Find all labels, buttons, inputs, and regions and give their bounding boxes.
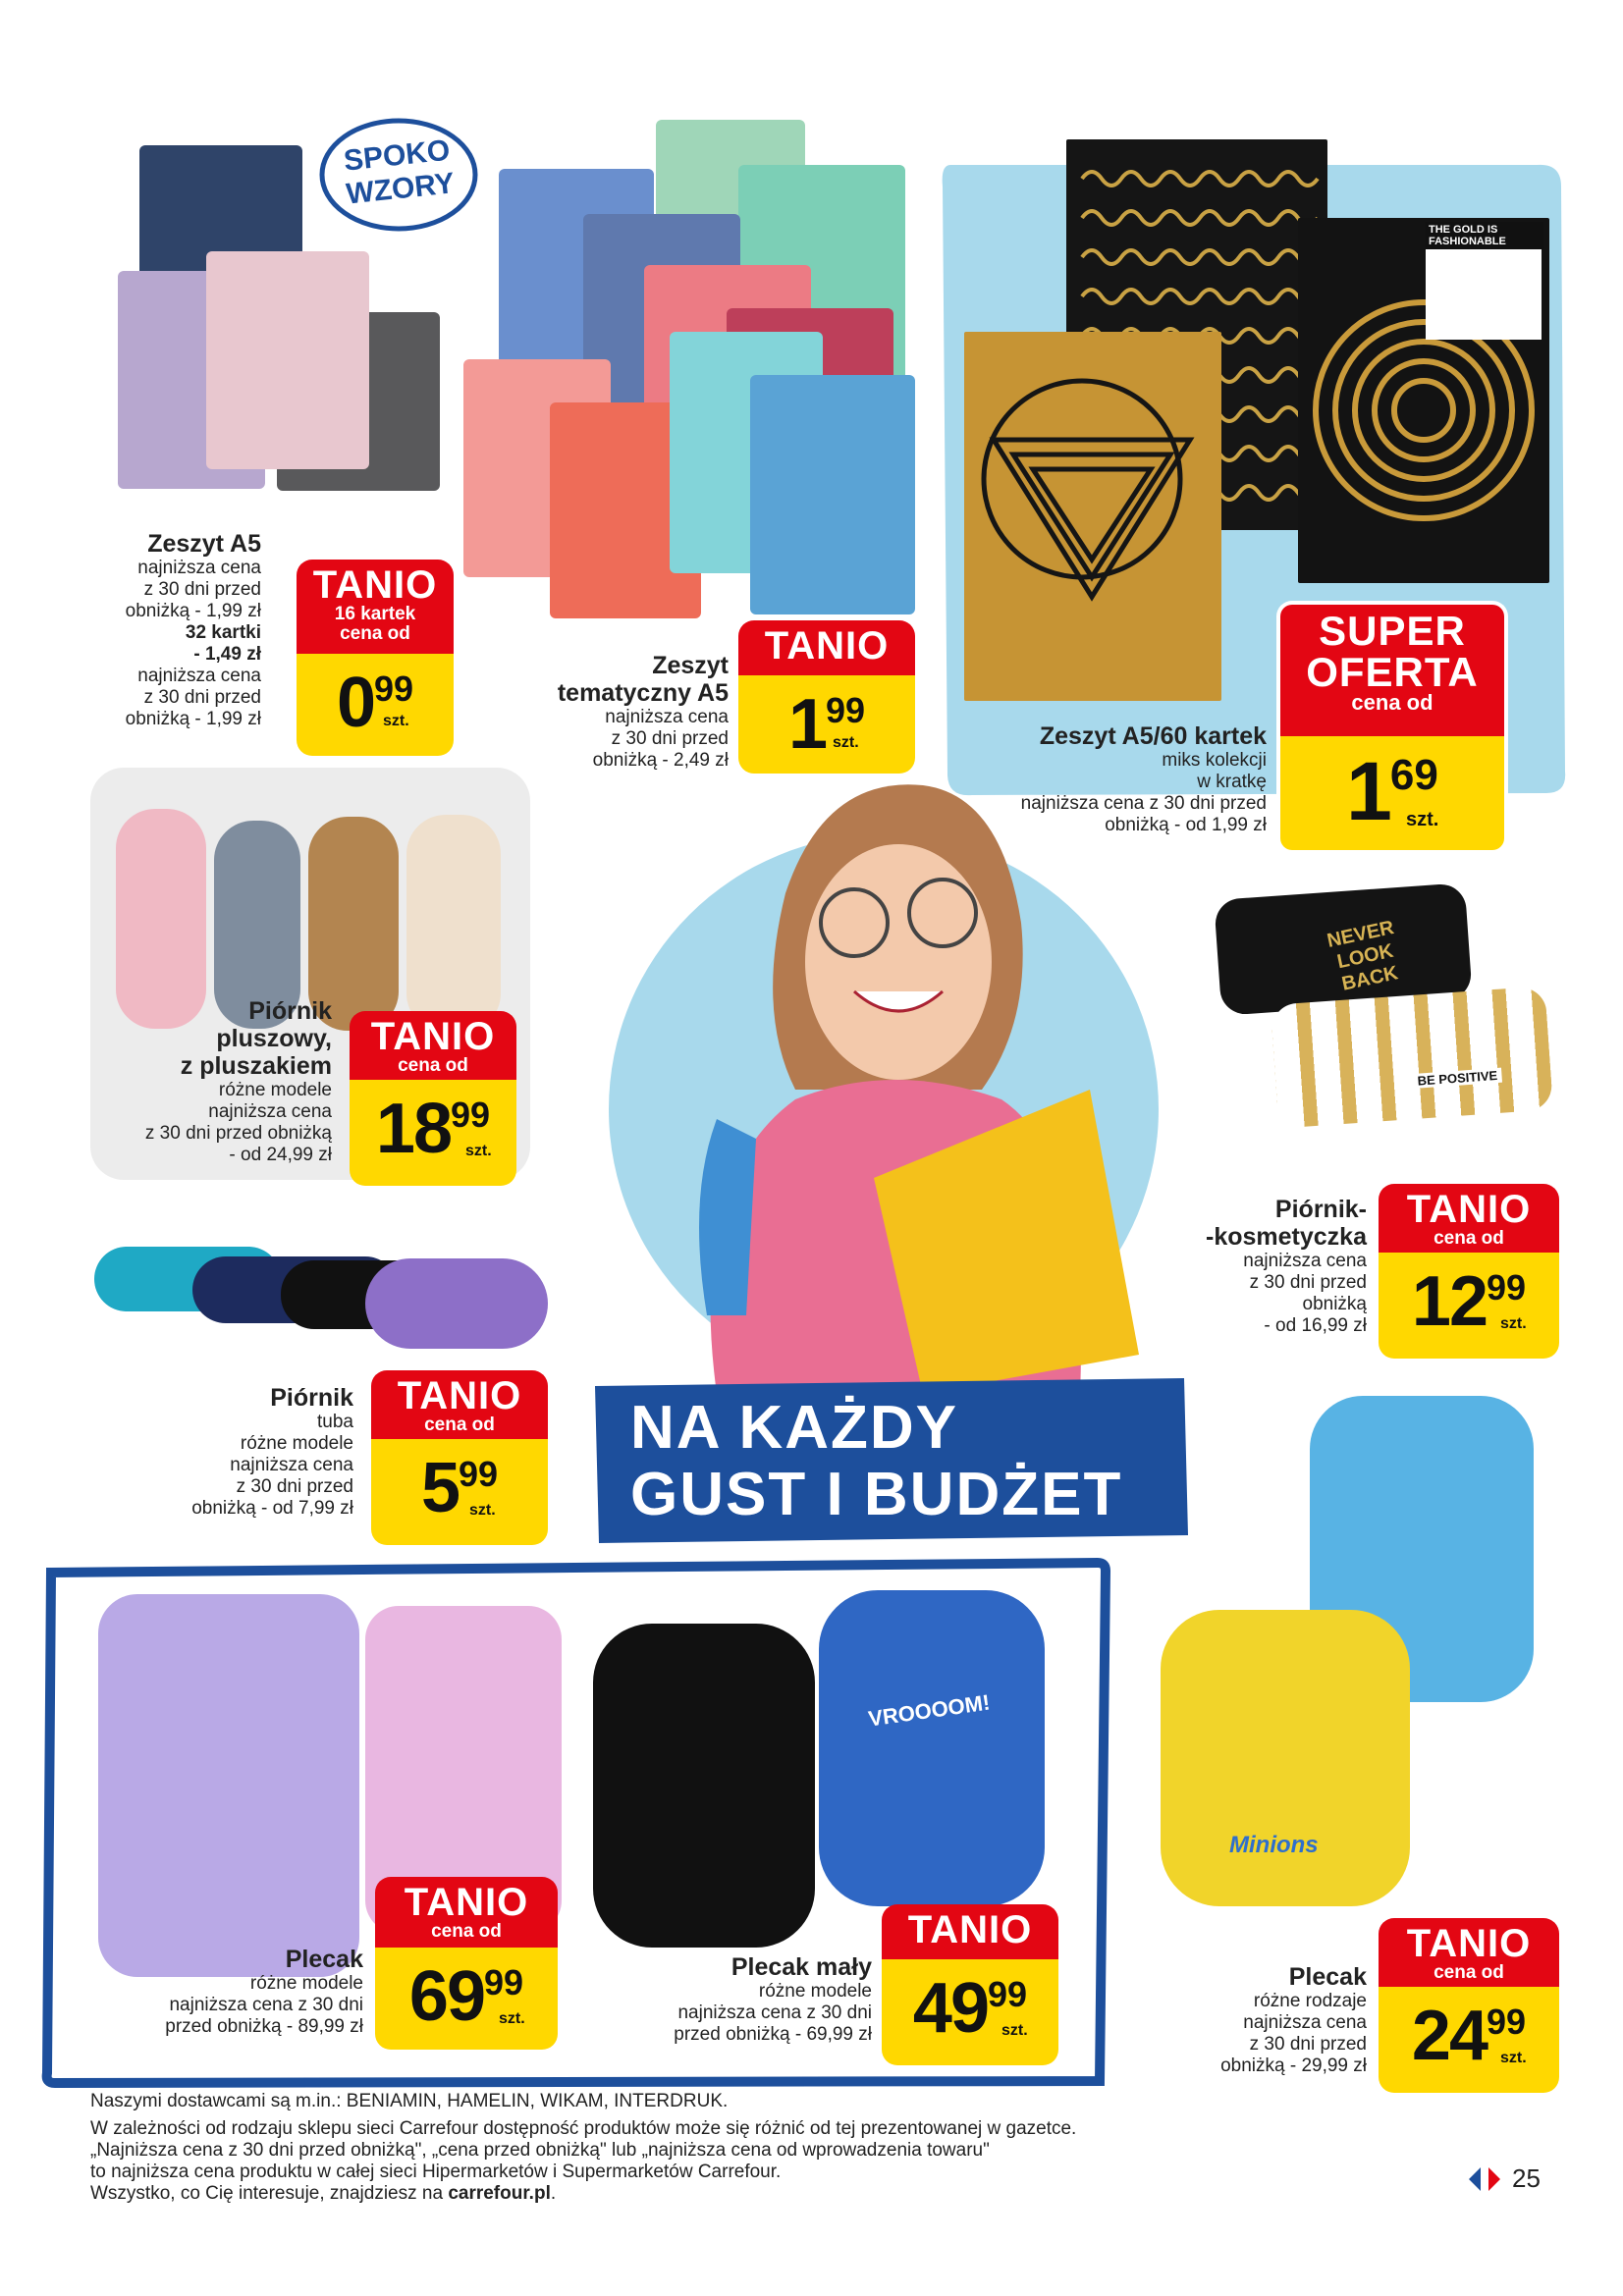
product-piornik-pluszowy — [90, 997, 332, 1166]
product-plecak-rodzaje — [1139, 1963, 1367, 2077]
price-note: różne rodzaje — [1253, 1991, 1367, 2011]
price-note: obniżką - 1,99 zł — [125, 601, 261, 621]
price-note: z 30 dni przed — [1249, 2034, 1367, 2055]
price-badge-plecak-gabby — [375, 1877, 558, 2050]
price-zl: 5 — [420, 1449, 459, 1527]
product-zeszyt-tematyczny — [511, 652, 729, 772]
backpack-print-minions: Minions — [1229, 1832, 1319, 1858]
price-note: najniższa cena — [1243, 2012, 1367, 2033]
badge-label: TANIO — [397, 1374, 522, 1417]
price-badge-plecak-rodzaje — [1379, 1918, 1559, 2093]
footer-website-link[interactable]: carrefour.pl — [448, 2183, 551, 2204]
cover-brand-2: IS FASHIONABLE — [1429, 224, 1506, 247]
page-number: 25 — [1512, 2163, 1541, 2193]
backpack-gabby-large — [98, 1594, 359, 1977]
badge-label: TANIO — [764, 624, 890, 667]
price-badge-piornik-kosmetyczka — [1379, 1184, 1559, 1359]
notebook-cover-gold-triangle — [964, 332, 1221, 701]
badge-sub: cena od — [1351, 690, 1434, 715]
price-badge-piornik-pluszowy — [350, 1011, 516, 1186]
product-name: z pluszakiem — [180, 1052, 332, 1080]
footer-website-dot: . — [550, 2183, 557, 2204]
badge-label: TANIO — [312, 563, 438, 607]
price-note: najniższa cena — [230, 1455, 353, 1475]
price-badge-zeszyt-a5 — [297, 560, 454, 756]
plush-case-cream — [406, 815, 501, 1033]
price-note: różne modele — [240, 1433, 353, 1454]
price-unit: szt. — [465, 1143, 492, 1159]
stamp-text: SPOKO WZORY — [342, 133, 457, 211]
variant-price: - 1,49 zł — [193, 644, 261, 665]
notebook-cover-phonebox — [750, 375, 915, 614]
badge-sub: cena od — [340, 623, 410, 644]
badge-sub: cena od — [431, 1921, 502, 1942]
product-piornik-kosmetyczka — [1135, 1196, 1367, 1337]
price-note: przed obniżką - 69,99 zł — [674, 2024, 872, 2045]
product-name: tematyczny A5 — [557, 679, 729, 707]
footer-website-text: Wszystko, co Cię interesuje, znajdziesz na — [90, 2183, 449, 2204]
footer-legal — [90, 2091, 1076, 2205]
price-unit: szt. — [1001, 2022, 1028, 2039]
price-note: obniżką - 1,99 zł — [125, 709, 261, 729]
hero-girl-photo — [628, 766, 1139, 1394]
price-zl: 12 — [1411, 1262, 1488, 1341]
badge-sub: cena od — [424, 1415, 495, 1435]
tube-case-purple — [365, 1258, 548, 1349]
carrefour-logo-icon — [1467, 2165, 1502, 2193]
price-note: obniżką — [1302, 1294, 1367, 1314]
price-note: miks kolekcji — [1162, 750, 1267, 771]
plush-case-pink — [116, 809, 206, 1029]
price-unit: szt. — [383, 713, 409, 729]
backpack-print-batman: VROOOOM! — [866, 1689, 992, 1732]
price-unit: szt. — [833, 734, 859, 751]
price-gr: 99 — [459, 1454, 499, 1494]
price-unit: szt. — [1406, 809, 1439, 830]
price-gr: 99 — [826, 690, 866, 730]
price-note: różne modele — [249, 1973, 363, 1994]
hero-line-1: NA KAŻDY — [630, 1394, 959, 1462]
product-name: Piórnik — [270, 1384, 353, 1412]
footer-website-line — [90, 2183, 1076, 2205]
price-zl: 49 — [912, 1969, 989, 2048]
variant-label: 32 kartki — [185, 622, 261, 643]
price-note: z 30 dni przed — [611, 728, 729, 749]
footer-price-note: „Najniższa cena z 30 dni przed obniżką", „cena przed obniżką" lub „najniższa cena od wprowadzenia towaru" — [90, 2140, 990, 2161]
product-name: pluszowy, — [216, 1025, 332, 1052]
price-zl: 0 — [336, 664, 374, 742]
badge-label: TANIO — [370, 1015, 496, 1058]
case-print-1: NEVER LOOK BACK — [1325, 917, 1400, 995]
price-unit: szt. — [1500, 1315, 1527, 1332]
price — [375, 1957, 558, 2036]
price — [297, 664, 454, 742]
price-zl: 69 — [408, 1957, 485, 2036]
hero-headline — [595, 1378, 1188, 1543]
price-note: obniżką - 2,49 zł — [592, 750, 729, 771]
price-note: tuba — [317, 1412, 353, 1432]
price-badge-zeszyt-tematyczny — [738, 620, 915, 774]
price — [371, 1449, 548, 1527]
badge-label: SUPER — [1319, 608, 1466, 654]
price-unit: szt. — [1500, 2050, 1527, 2066]
footer-price-note-2: to najniższa cena produktu w całej sieci Hipermarketów i Supermarketów Carrefour. — [90, 2162, 782, 2182]
price-note: obniżką - 29,99 zł — [1220, 2056, 1367, 2076]
badge-sub: cena od — [1434, 1228, 1504, 1249]
badge-sub: 16 kartek — [334, 604, 416, 624]
price-note: przed obniżką - 89,99 zł — [165, 2016, 363, 2037]
price — [1379, 1997, 1559, 2075]
product-name: -kosmetyczka — [1206, 1223, 1367, 1251]
price-note: obniżką - od 7,99 zł — [191, 1498, 353, 1519]
price-note: z 30 dni przed obniżką — [144, 1123, 332, 1144]
price-note: z 30 dni przed — [236, 1476, 353, 1497]
price-gr: 99 — [451, 1095, 491, 1135]
price-note: z 30 dni przed — [1249, 1272, 1367, 1293]
badge-label: TANIO — [907, 1908, 1033, 1951]
product-zeszyt-a5-60 — [943, 722, 1267, 836]
product-name: Piórnik — [248, 997, 332, 1025]
price-note: najniższa cena z 30 dni — [169, 1995, 363, 2015]
price-note: - od 16,99 zł — [1264, 1315, 1367, 1336]
price-note: - od 24,99 zł — [229, 1145, 332, 1165]
price-zl: 1 — [1346, 745, 1390, 837]
product-name: Zeszyt A5 — [147, 530, 261, 558]
price-note: najniższa cena — [1243, 1251, 1367, 1271]
price-note: w kratkę — [1197, 772, 1267, 792]
product-plecak-gabby — [106, 1946, 363, 2038]
price-gr: 99 — [1487, 1267, 1527, 1308]
badge-label: TANIO — [1406, 1922, 1532, 1965]
price-note: najniższa cena — [605, 707, 729, 727]
badge-label: TANIO — [1406, 1188, 1532, 1231]
backpack-minions — [1161, 1610, 1410, 1906]
price-badge-plecak-maly — [882, 1904, 1058, 2065]
product-plecak-maly — [609, 1953, 872, 2046]
case-print-2: BE POSITIVE — [1413, 1068, 1501, 1089]
price-gr: 99 — [374, 668, 414, 709]
price-badge-piornik-tuba — [371, 1370, 548, 1545]
product-name: Zeszyt A5/60 kartek — [1039, 722, 1267, 750]
price-unit: szt. — [499, 2010, 525, 2027]
badge-sub: cena od — [1434, 1962, 1504, 1983]
price — [738, 685, 915, 764]
price-gr: 99 — [484, 1962, 524, 2002]
price-badge-zeszyt-a5-60 — [1276, 601, 1508, 854]
cover-brand: THE GOLD — [1429, 224, 1485, 236]
price-note: najniższa cena z 30 dni — [677, 2002, 872, 2023]
badge-label: OFERTA — [1306, 649, 1479, 695]
backpack-powerpuff — [593, 1624, 815, 1948]
notebook-cover-gold-spiral — [1298, 218, 1549, 583]
price-gr: 69 — [1389, 751, 1438, 799]
price-note: z 30 dni przed — [143, 687, 261, 708]
price-zl: 18 — [375, 1090, 452, 1168]
badge-label: TANIO — [404, 1881, 529, 1924]
price-note: najniższa cena — [137, 666, 261, 686]
price-note: różne modele — [218, 1080, 332, 1100]
price-note: najniższa cena z 30 dni przed — [1020, 793, 1267, 814]
product-piornik-tuba — [118, 1384, 353, 1520]
hero-line-2: GUST I BUDŻET — [630, 1461, 1123, 1528]
product-name: Plecak — [285, 1946, 363, 1973]
price-gr: 99 — [1487, 2002, 1527, 2042]
price — [882, 1969, 1058, 2048]
price-note: obniżką - od 1,99 zł — [1105, 815, 1267, 835]
cosmetic-case-striped — [1271, 986, 1553, 1128]
price-note: z 30 dni przed — [143, 579, 261, 600]
badge-sub: cena od — [398, 1055, 468, 1076]
price — [1280, 746, 1504, 836]
price-note: najniższa cena — [137, 558, 261, 578]
backpack-batman — [819, 1590, 1045, 1906]
spoko-wzory-stamp — [316, 116, 481, 234]
price-zl: 1 — [787, 685, 826, 764]
price-note: różne modele — [758, 1981, 872, 2002]
product-name: Plecak mały — [730, 1953, 872, 1981]
footer-availability: W zależności od rodzaju sklepu sieci Carrefour dostępność produktów może się różnić od tej prezentowanej w gazetce. — [90, 2118, 1077, 2139]
product-name: Zeszyt — [652, 652, 729, 679]
price-unit: szt. — [469, 1502, 496, 1519]
product-name: Piórnik- — [1274, 1196, 1367, 1223]
product-zeszyt-a5 — [88, 530, 261, 730]
price — [1379, 1262, 1559, 1341]
price — [350, 1090, 516, 1168]
footer-suppliers: Naszymi dostawcami są m.in.: BENIAMIN, HAMELIN, WIKAM, INTERDRUK. — [90, 2091, 729, 2111]
notebook-cover-koala — [206, 251, 369, 469]
price-note: najniższa cena — [208, 1101, 332, 1122]
price-gr: 99 — [988, 1974, 1028, 2014]
price-zl: 24 — [1411, 1997, 1488, 2075]
product-name: Plecak — [1288, 1963, 1367, 1991]
